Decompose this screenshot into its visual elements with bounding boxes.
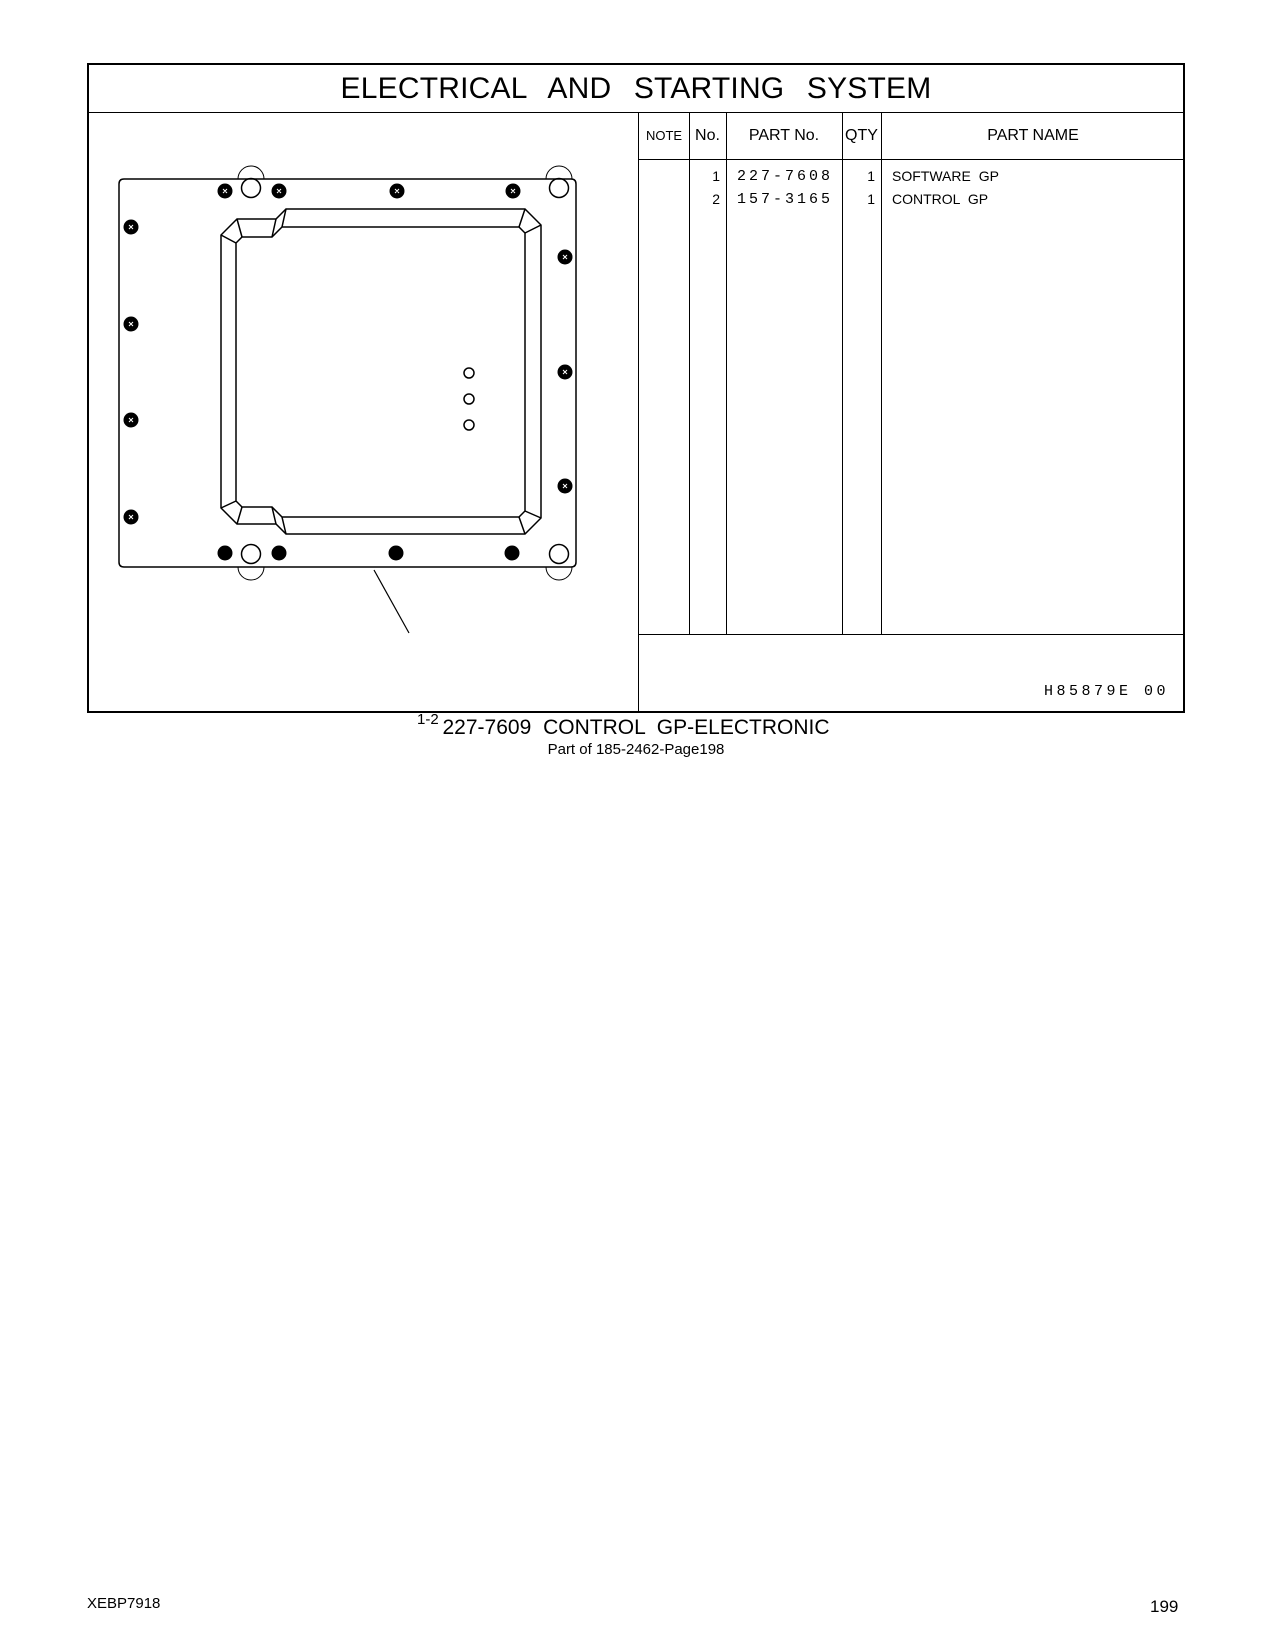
cover-outer	[221, 209, 541, 534]
row-part-number: 157-3165	[737, 191, 834, 208]
row-item-no: 1	[712, 168, 720, 184]
callout-label: 1-2	[417, 711, 439, 728]
row-part-name: CONTROL GP	[892, 191, 989, 207]
row-part-number: 227-7608	[737, 168, 834, 185]
group-title: 227-7609 CONTROL GP-ELECTRONIC	[442, 716, 830, 739]
col-divider	[726, 113, 727, 634]
col-header-no: No.	[695, 127, 720, 144]
col-header-part-name: PART NAME	[987, 127, 1079, 144]
row-qty: 1	[867, 168, 875, 184]
illustration-reference: H85879E 00	[1043, 683, 1169, 700]
housing-outline	[119, 179, 576, 567]
callout-leader	[374, 570, 409, 633]
parts-list	[639, 113, 1185, 713]
header-divider	[639, 159, 1185, 160]
row-part-name: SOFTWARE GP	[892, 168, 999, 184]
page-number: 199	[1150, 1597, 1179, 1616]
section-title: ELECTRICAL AND STARTING SYSTEM	[340, 72, 932, 105]
parts-diagram	[89, 113, 639, 728]
document-id: XEBP7918	[87, 1595, 161, 1612]
row-item-no: 2	[712, 191, 720, 207]
group-subtitle: Part of 185-2462-Page198	[547, 741, 725, 758]
section-title-bar	[89, 65, 1183, 113]
col-header-note: NOTE	[645, 128, 683, 143]
cover-inner	[236, 227, 525, 517]
table-bottom-divider	[639, 634, 1185, 635]
control-module-drawing	[89, 113, 637, 713]
row-qty: 1	[867, 191, 875, 207]
col-header-qty: QTY	[845, 127, 878, 144]
col-header-part-no: PART No.	[748, 127, 820, 144]
col-divider	[881, 113, 882, 634]
